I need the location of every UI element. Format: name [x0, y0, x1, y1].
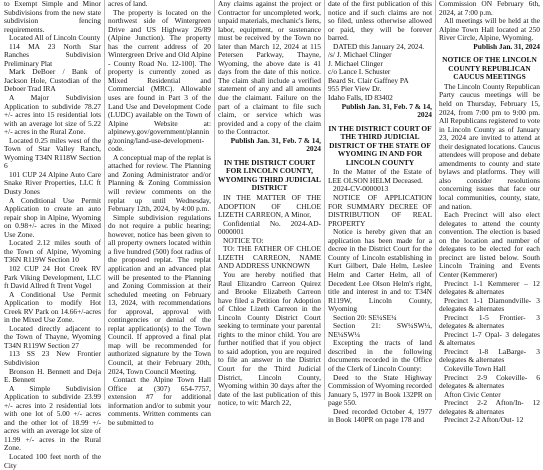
- paragraph: In the Matter of the Estate of LEE OLSON HELM Deceased.: [328, 167, 432, 185]
- paragraph: NOTICE TO:: [223, 235, 264, 245]
- paragraph: Precinct 1-7 Opal- 3 delegates & alternates: [439, 329, 540, 348]
- signature-line: Idaho Falls, ID 83402: [328, 93, 393, 103]
- paragraph: Located 2.12 miles south of the Town of Alpine, Wyoming T36N R119W Section 10: [4, 238, 101, 265]
- paragraph: Excepting the tracts of land described in the following documents recorded in the Office of the Clerk of Lincoln County:: [328, 338, 432, 373]
- notice-heading: IN THE DISTRICT COURT OF THE THIRD JUDICIAL DISTRICT OF THE STATE OF WYOMING IN AND FOR LINCOLN COUNTY: [328, 123, 432, 167]
- paragraph: Each Precinct will also elect delegates to attend the county convention. The election is based on the location and number of delegates to be elected for each precinct are listed below. South Lincoln Training and Events Center (Kemmerer): [439, 210, 540, 279]
- paragraph: to Exempt Simple and Minor Subdivisions from the new state subdivision fencing requirements.: [4, 0, 101, 34]
- paragraph: Contact the Alpine Town Hall Office at (307) 654-7757, extension #7 for additional information and/or to submit your comments. Written comments can be submitted to: [108, 375, 211, 427]
- paragraph: A Simple Subdivision Application to subdivide 23.99 +/- acres into 2 residential lots with one lot of 5.00 +/- acres and the other lot of 18.99 +/- acres with an average lot size of 11.99 +/- acres in the Rural Zone.: [4, 383, 101, 453]
- paragraph: Commission ON February 6th, 2024, at 7:00 p.m.: [439, 0, 540, 17]
- column-3: [215, 0, 324, 408]
- signature-line: J. Michael Clinger: [328, 58, 383, 68]
- notice-heading: IN THE DISTRICT COURT FOR LINCOLN COUNTY, WYOMING THIRD JUDICIAL DISTRICT: [218, 157, 321, 193]
- paragraph: Precinct 1-1 Kemmerer – 12 delegates & alternates: [439, 278, 540, 297]
- paragraph: Any claims against the project or Contractor for uncompleted work, unpaid materials, mechanic's liens, labor, equipment, or sustenance must be received by the Town no later than March 12, 2024 at 115 Petersen Parkway, Thayne, Wyoming, the above date is 41 days from the date of this notice. The claim shall include a verified statement of any and all amounts due the claimant. Failure on the part of a claimant to file such claim, or service which was provided and a copy of the claim to the Contractor.: [218, 0, 321, 137]
- paragraph: Simple subdivision regulations do not require a public hearing; however, notice has been given to all property owners located within a five hundred (500) foot radius of the proposed replat. The replat application and an advanced plat will be presented to the Planning and Zoning Commission at their scheduled meeting on February 13, 2024, with recommendations for approval, approval with contingencies or denial of the replat application(s) to the Town Council. If approved a final plat map will be recommended for authorized signature by the Town Council, at their February 20th, 2024, Town Council Meeting.: [108, 212, 211, 376]
- paragraph: 102 CUP 24 Hot Creek RV Park Viking Development, LLC ft David Allred ft Trent Vogel: [4, 263, 101, 291]
- signature-line: c/o Lance I. Schuster: [328, 67, 391, 77]
- signature-line: /s/ J. Michael Clinger: [328, 50, 392, 60]
- paragraph: Located directly adjacent to the Town of Thayne, Wyoming T34N R119W Section 27: [4, 323, 101, 350]
- paragraph: Deed to the State Highway Commission of Wyoming recorded January 5, 1977 in Book 132PR on page 550.: [328, 372, 432, 408]
- paragraph: NOTICE OF APPLICATION FOR SUMMARY DECREE OF DISTRIBUTION OF REAL PROPERTY: [328, 193, 432, 228]
- paragraph: Located 100 feet north of the City: [4, 451, 101, 470]
- paragraph: 114 MA 23 North Star Ranches Subdivision Preliminary Plat: [4, 41, 101, 68]
- paragraph: acres of land.: [108, 0, 148, 8]
- paragraph: The Lincoln County Republican Party caucus meetings will be held on Thursday, February 15, 2024, from 7:00 pm to 9:00 pm. All Republicans registered to vote in Lincoln County as of January 23, 2024 are invited to attend at their designated locations. Caucus attendees will propose and debate amendments to county and state bylaws and platforms. They will also consider resolutions concerning issues that face our local communities, county, state, and nation.: [439, 81, 540, 211]
- paragraph: Precinct 1-5 Frontier- 3 delegates & alternates: [439, 312, 540, 331]
- paragraph: Deed recorded October 4, 1977 in Book 140PR on page 178 and: [328, 406, 432, 425]
- paragraph: A Conditional Use Permit Application to create an auto repair shop in Alpine, Wyoming on 0.98+/- acres in the Mixed Use Zone.: [4, 195, 101, 239]
- signature-line: 955 Pier View Dr.: [328, 84, 382, 94]
- paragraph: Mark DeBoer / Bank of Jackson Hole, Custodian of the Deboer Trad IRA: [4, 67, 101, 94]
- paragraph: date of the first publication of this notice and if such claims are not so filed, unless otherwise allowed or paid, they will be forever barred.: [328, 0, 432, 43]
- column-4: [325, 0, 435, 425]
- paragraph: IN THE MATTER OF THE ADOPTION OF CHLOE LIZETH CARREON, A Minor,: [218, 193, 321, 220]
- paragraph: 2024-CV-0000013: [333, 184, 389, 194]
- paragraph: A Conditional Use Permit Application to modify Hot Creek RV Park on 14.66+/-acres in the Mixed Use Zone.: [4, 289, 101, 325]
- paragraph: DATED this January 24, 2024.: [333, 41, 425, 51]
- column-2: [105, 0, 214, 427]
- paragraph: Precinct 1-8 LaBarge- 3 delegates & alternates: [439, 346, 540, 365]
- paragraph: Cokeville Town Hall: [444, 363, 506, 373]
- publish-dates: Publish Jan. 31, Feb. 7 & 14, 2024: [341, 101, 432, 120]
- paragraph: Precinct 2-2 Afton/Out- 12: [444, 415, 524, 425]
- paragraph: Bronson H. Bennett and Deja E. Bennett: [4, 366, 101, 385]
- publish-dates: Publish Jan. 31, 2024: [473, 41, 540, 51]
- column-1: [1, 0, 104, 470]
- paragraph: Precinct 1-1 Diamondville- 3 delegates & alternates: [439, 295, 540, 314]
- notice-heading: NOTICE OF THE LINCOLN COUNTY REPUBLICAN CAUCUS MEETINGS: [442, 55, 537, 82]
- paragraph: Afton Civic Center: [444, 389, 501, 399]
- paragraph: 101 CUP 24 Alpine Auto Care Snake River Properties, LLC ft Dusty Jones: [4, 169, 101, 197]
- paragraph: You are hereby notified that Raul Elizandro Carreon Quirez and Brooke Elizabeth Carreon have filed a Petition for Adoption of Chloe Lizeth Carreon in the Lincoln County District Court seeking to terminate your parental rights to the minor child. You are further notified that if you object to said adoption, you are required to file an answer in the District Court for the Third Judicial District, Lincoln County, Wyoming within 30 days after the date of the last publication of this notice, to wit: March 22,: [218, 269, 321, 408]
- paragraph: Precinct 2-9 Cokeville- 6 delegates & alternates: [439, 372, 540, 391]
- paragraph: A Major Subdivision Application to subdivide 78.27 +/- acres into 15 residential lots with an average lot size of 5.22 +/- acres in the Rural Zone.: [4, 93, 101, 137]
- paragraph: Confidential No. 2024-AD-0000001: [218, 218, 321, 237]
- paragraph: Precinct 2-2 Afton/In- 12 delegates & alternates: [439, 398, 540, 416]
- signature-line: Beard St. Clair Gaffney PA: [328, 75, 409, 85]
- column-5: [436, 0, 543, 425]
- paragraph: A conceptual map of the replat is attached for review. The Planning and Zoning Administrator and/or Planning & Zoning Commission will review comments on the replat up until Wednesday, February 12th, 2024, by 4:00 p.m.: [108, 152, 211, 214]
- paragraph: All meetings will be held at the Alpine Town Hall located at 250 River Circle, Alpine, Wyoming.: [439, 16, 540, 43]
- paragraph: Located All of Lincoln County: [9, 33, 101, 43]
- paragraph: Section 21: SW¼SW¼, NE¼SW¼: [328, 321, 432, 339]
- paragraph: 113 SS 23 New Frontier Subdivision: [4, 349, 101, 367]
- paragraph: The property is located on the northwest side of Wintergreen Drive and US Highway 26/89 (Alpine Junction). The property has the current address of 20 Wintergreen Drive and Old Alpine - County Road No. 12-100]. The property is currently zoned as Mixed Residential and Commercial (MRC). Allowable uses are found in Part 3 of the Land Use and Development Code (LUDC) available on the Town of Alpine Website at: alpinewy.gov/government/planning/zoning/land-use-development-code.: [108, 7, 211, 154]
- paragraph: Notice is hereby given that an application has been made for a decree in the District Court for the County of Lincoln establishing in Kurt Gilbert, Dale Helm, Leslee Helm and Carter Helm, all of Decedent Lee Olson Helm's right, title and interest in and to: T34N R119W, Lincoln County, Wyoming: [328, 227, 432, 314]
- publish-dates: Publish Jan. 31, Feb. 7 & 14, 2024: [230, 135, 321, 154]
- paragraph: Located 0.25 miles west of the Town of Star Valley Ranch, Wyoming T34N R118W Section 6: [4, 135, 101, 171]
- paragraph: Section 20: SE¼SE¼: [333, 312, 397, 322]
- paragraph: TO: THE FATHER OF CHLOE LIZETH CARREON, NAME AND ADDRESS UNKNOWN: [218, 244, 321, 271]
